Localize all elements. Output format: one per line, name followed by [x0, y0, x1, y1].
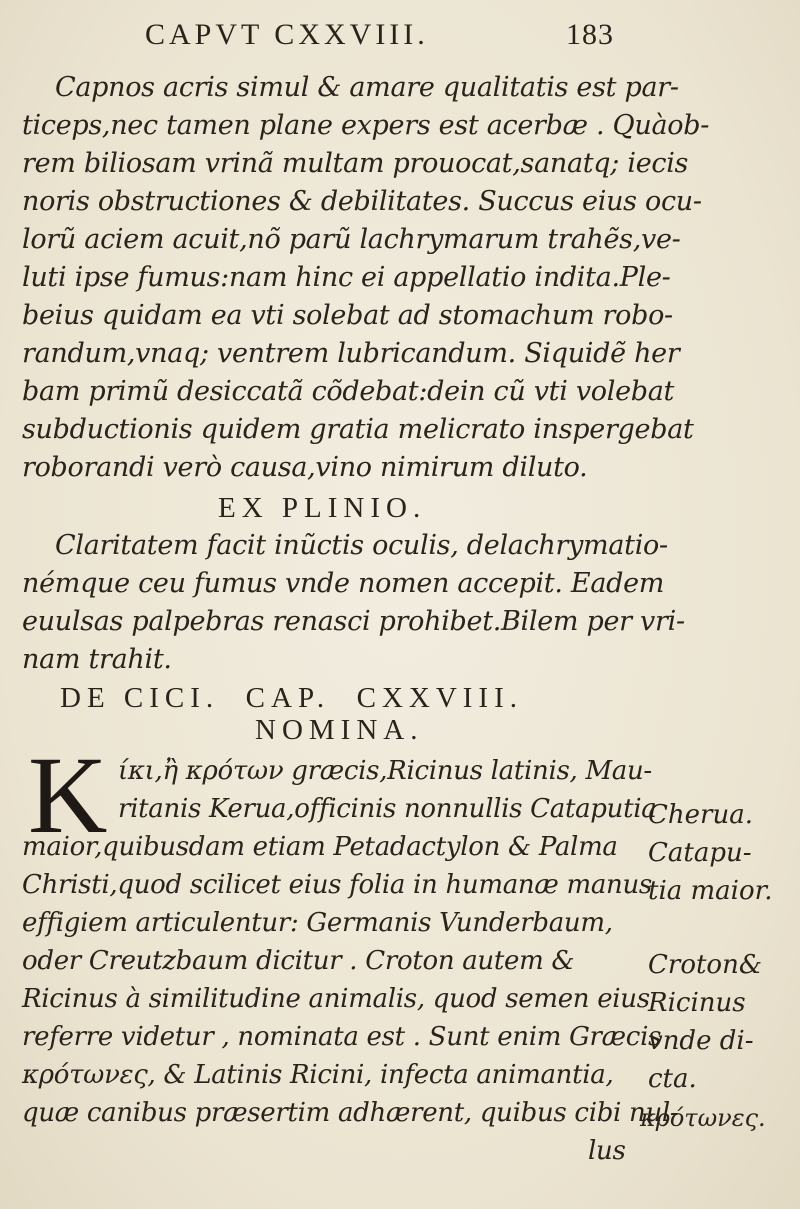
text-line: ticeps,nec tamen plane expers est acerbæ . Quàob-: [22, 110, 710, 141]
nomina-heading: NOMINA.: [255, 714, 424, 746]
text-line: ritanis Kerua,officinis nonnullis Cataputia: [118, 794, 657, 824]
text-line: lus: [588, 1136, 626, 1166]
text-line: effigiem articulentur: Germanis Vunderbaum,: [22, 908, 613, 938]
text-line: maior,quibusdam etiam Petadactylon & Palma: [22, 832, 618, 862]
text-line: némque ceu fumus vnde nomen accepit. Eadem: [22, 568, 665, 599]
margin-note: Croton&: [648, 950, 762, 980]
drop-cap-initial: K: [28, 734, 108, 856]
margin-note: tia maior.: [648, 876, 773, 906]
section-heading-pliny: EX PLINIO.: [218, 492, 427, 524]
margin-note: cta.: [648, 1064, 697, 1094]
text-line: Capnos acris simul & amare qualitatis est par-: [55, 72, 679, 103]
margin-note: κρότωνες.: [640, 1104, 766, 1132]
text-line: oder Creutzbaum dicitur . Croton autem &: [22, 946, 575, 976]
margin-note: Cherua.: [648, 800, 753, 830]
text-line: Ricinus à similitudine animalis, quod semen eius: [22, 984, 650, 1014]
text-line: euulsas palpebras renasci prohibet.Bilem per vri-: [22, 606, 685, 637]
text-line: rem biliosam vrinã multam prouocat,sanatq; iecis: [22, 148, 689, 179]
text-line: subductionis quidem gratia melicrato inspergebat: [22, 414, 694, 445]
text-line: Christi,quod scilicet eius folia in humanæ manus: [22, 870, 652, 900]
text-line: ίκι,ἢ κρότων græcis,Ricinus latinis, Mau-: [118, 756, 652, 786]
running-head: CAPVT CXXVIII.: [145, 18, 429, 51]
text-line: lorũ aciem acuit,nõ parũ lachrymarum trahẽs,ve-: [22, 224, 681, 255]
page-number: 183: [566, 18, 614, 51]
text-line: randum,vnaq; ventrem lubricandum. Siquidẽ her: [22, 338, 680, 369]
text-line: beius quidam ea vti solebat ad stomachum robo-: [22, 300, 673, 331]
text-line: nam trahit.: [22, 644, 172, 675]
text-line: quæ canibus præsertim adhærent, quibus cibi nul-: [22, 1098, 679, 1128]
text-line: referre videtur , nominata est . Sunt enim Græcis: [22, 1022, 662, 1052]
margin-note: vnde di-: [648, 1026, 754, 1056]
text-line: κρότωνες, & Latinis Ricini, infecta animantia,: [22, 1060, 614, 1090]
text-line: luti ipse fumus:nam hinc ei appellatio indita.Ple-: [22, 262, 671, 293]
chapter-heading: DE CICI. CAP. CXXVIII.: [60, 682, 523, 714]
text-line: noris obstructiones & debilitates. Succus eius ocu-: [22, 186, 702, 217]
text-line: Claritatem facit inũctis oculis, delachrymatio-: [55, 530, 668, 561]
text-line: roborandi verò causa,vino nimirum diluto.: [22, 452, 588, 483]
text-line: bam primũ desiccatã cõdebat:dein cũ vti volebat: [22, 376, 675, 407]
margin-note: Ricinus: [648, 988, 746, 1018]
margin-note: Catapu-: [648, 838, 752, 868]
